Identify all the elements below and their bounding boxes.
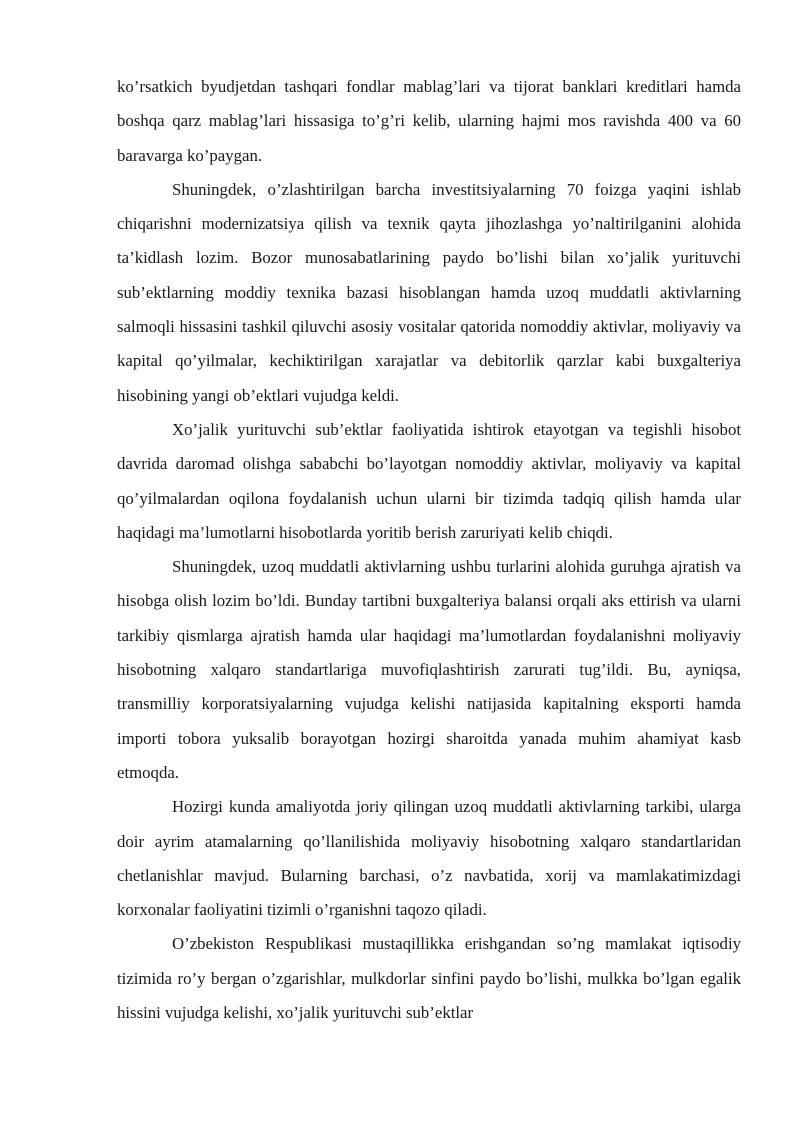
- document-page: [117, 70, 741, 1030]
- paragraph-independence: O’zbekiston Respublikasi mustaqillikka erishgandan so’ng mamlakat iqtisodiy tizimida ro’y bergan o’zgarishlar, mulkdorlar sinfini paydo bo’lishi, mulkka bo’lgan egalik hissini vujudga kelishi, xo’jalik yurituvchi sub’ektlar: [117, 934, 741, 1023]
- paragraph-continuation: ko’rsatkich byudjetdan tashqari fondlar mablag’lari va tijorat banklari kreditlari hamda boshqa qarz mablag’lari hissasiga to’g’ri kelib, ularning hajmi mos ravishda 400 va 60 baravarga ko’paygan.: [117, 77, 741, 165]
- paragraph-long-term-assets: Shuningdek, uzoq muddatli aktivlarning ushbu turlarini alohida guruhga ajratish va hisobga olish lozim bo’ldi. Bunday tartibni buxgalteriya balansi orqali aks ettirish va ularni tarkibiy qismlarga ajratish hamda ular haqidagi ma’lumotlardan foydalanishni moliyaviy hisobotning xalqaro standartlariga muvofiqlashtirish zarurati tug’ildi. Bu, ayniqsa, transmilliy korporatsiyalarning vujudga kelishi natijasida kapitalning eksporti hamda importi tobora yuksalib borayotgan hozirgi sharoitda yanada muhim ahamiyat kasb etmoqda.: [117, 557, 741, 782]
- paragraph-current-practice: Hozirgi kunda amaliyotda joriy qilingan uzoq muddatli aktivlarning tarkibi, ularga doir ayrim atamalarning qo’llanilishida moliyaviy hisobotning xalqaro standartlaridan chetlanishlar mavjud. Bularning barchasi, o’z navbatida, xorij va mamlakatimizdagi korxonalar faoliyatini tizimli o’rganishni taqozo qiladi.: [117, 797, 741, 920]
- paragraph-intangible-assets: Xo’jalik yurituvchi sub’ektlar faoliyatida ishtirok etayotgan va tegishli hisobot davrida daromad olishga sababchi bo’layotgan nomoddiy aktivlar, moliyaviy va kapital qo’yilmalardan oqilona foydalanish uchun ularni bir tizimda tadqiq qilish hamda ular haqidagi ma’lumotlarni hisobotlarda yoritib berish zaruriyati kelib chiqdi.: [117, 419, 741, 542]
- paragraph-investments: Shuningdek, o’zlashtirilgan barcha investitsiyalarning 70 foizga yaqini ishlab chiqarishni modernizatsiya qilish va texnik qayta jihozlashga yo’naltirilganini alohida ta’kidlash lozim. Bozor munosabatlarining paydo bo’lishi bilan xo’jalik yurituvchi sub’ektlarning moddiy texnika bazasi hisoblangan hamda uzoq muddatli aktivlarning salmoqli hissasini tashkil qiluvchi asosiy vositalar qatorida nomoddiy aktivlar, moliyaviy va kapital qo’yilmalar, kechiktirilgan xarajatlar va debitorlik qarzlar kabi buxgalteriya hisobining yangi ob’ektlari vujudga keldi.: [117, 179, 741, 405]
